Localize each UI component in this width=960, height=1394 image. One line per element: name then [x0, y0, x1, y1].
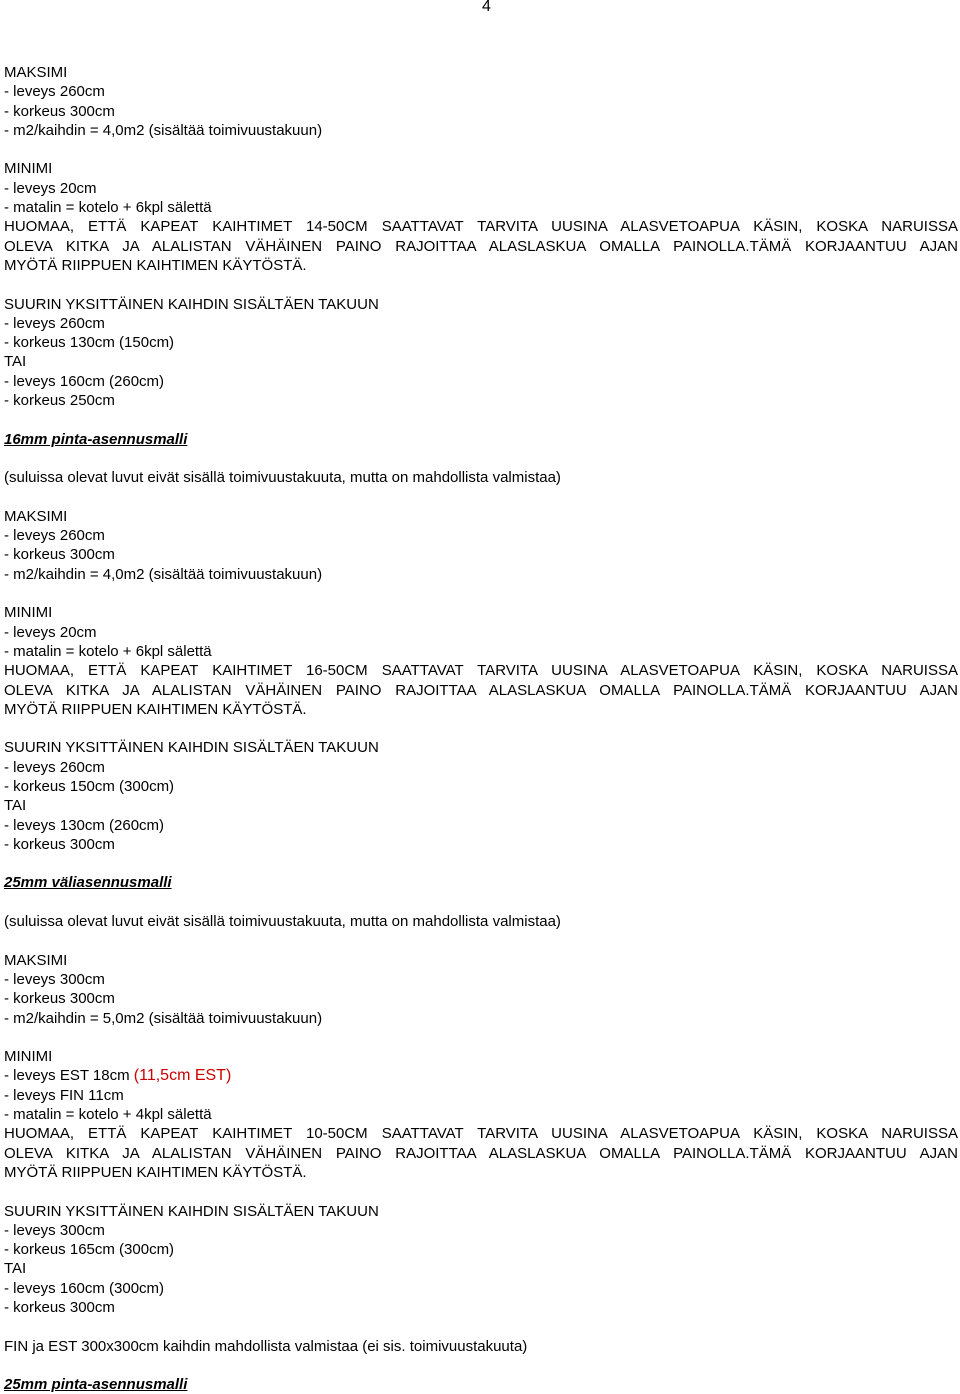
min-width-est-red: (11,5cm EST)	[133, 1067, 232, 1085]
parenthesis-note: (suluissa olevat luvut eivät sisällä toimivuustakuuta, mutta on mahdollista valmistaa)	[4, 469, 561, 487]
largest-width-2: - leveys 160cm (260cm)	[4, 372, 165, 390]
or-label: TAI	[4, 797, 27, 815]
max-area: - m2/kaihdin = 5,0m2 (sisältää toimivuustakuun)	[4, 1009, 323, 1027]
largest-label: SUURIN YKSITTÄINEN KAIHDIN SISÄLTÄEN TAKUUN	[4, 1202, 379, 1220]
maksimi-label: MAKSIMI	[4, 64, 68, 81]
max-width: - leveys 260cm	[4, 527, 105, 545]
min-width-est-text: - leveys EST 18cm	[4, 1067, 130, 1085]
largest-width-2: - leveys 130cm (260cm)	[4, 816, 165, 834]
max-width: - leveys 300cm	[4, 970, 105, 988]
largest-height-2: - korkeus 300cm	[4, 835, 115, 853]
largest-height-1: - korkeus 150cm (300cm)	[4, 777, 175, 795]
parenthesis-note: (suluissa olevat luvut eivät sisällä toimivuustakuuta, mutta on mahdollista valmistaa)	[4, 913, 561, 931]
or-label: TAI	[4, 1260, 27, 1278]
minimi-label: MINIMI	[4, 160, 53, 178]
note-line-3: MYÖTÄ RIIPPUEN KAIHTIMEN KÄYTÖSTÄ.	[4, 256, 307, 274]
min-width-fin: - leveys FIN 11cm	[4, 1086, 124, 1104]
section-heading: 16mm pinta-asennusmalli	[4, 430, 188, 448]
note-line-3: MYÖTÄ RIIPPUEN KAIHTIMEN KÄYTÖSTÄ.	[4, 700, 307, 718]
largest-width-2: - leveys 160cm (300cm)	[4, 1279, 165, 1297]
largest-label: SUURIN YKSITTÄINEN KAIHDIN SISÄLTÄEN TAKUUN	[4, 295, 379, 313]
note-line-2: OLEVA KITKA JA ALALISTAN VÄHÄINEN PAINO RAJOITTAA ALASLASKUA OMALLA PAINOLLA.TÄMÄ KORJAANTUU AJAN	[4, 237, 958, 255]
fin-est-note: FIN ja EST 300x300cm kaihdin mahdollista valmistaa (ei sis. toimivuustakuuta)	[4, 1337, 528, 1355]
page-number: 4	[482, 0, 491, 15]
max-height: - korkeus 300cm	[4, 102, 115, 120]
min-width: - leveys 20cm	[4, 623, 97, 641]
note-line-1: HUOMAA, ETTÄ KAPEAT KAIHTIMET 16-50CM SAATTAVAT TARVITA UUSINA ALASVETOAPUA KÄSIN, KOSKA NARUISSA	[4, 662, 958, 680]
section-heading: 25mm pinta-asennusmalli	[4, 1376, 188, 1394]
maksimi-label: MAKSIMI	[4, 951, 68, 969]
largest-height-1: - korkeus 165cm (300cm)	[4, 1241, 175, 1259]
note-line-1: HUOMAA, ETTÄ KAPEAT KAIHTIMET 10-50CM SAATTAVAT TARVITA UUSINA ALASVETOAPUA KÄSIN, KOSKA NARUISSA	[4, 1125, 958, 1143]
maksimi-label: MAKSIMI	[4, 507, 68, 525]
largest-width-1: - leveys 300cm	[4, 1221, 105, 1239]
largest-height-2: - korkeus 250cm	[4, 392, 115, 410]
minimi-label: MINIMI	[4, 1048, 53, 1066]
min-width: - leveys 20cm	[4, 179, 97, 197]
max-area: - m2/kaihdin = 4,0m2 (sisältää toimivuustakuun)	[4, 565, 323, 583]
min-width-est	[4, 1066, 958, 1085]
note-line-2: OLEVA KITKA JA ALALISTAN VÄHÄINEN PAINO RAJOITTAA ALASLASKUA OMALLA PAINOLLA.TÄMÄ KORJAANTUU AJAN	[4, 681, 958, 699]
max-height: - korkeus 300cm	[4, 990, 115, 1008]
max-width: - leveys 260cm	[4, 83, 105, 101]
largest-height-1: - korkeus 130cm (150cm)	[4, 334, 175, 352]
section-heading: 25mm väliasennusmalli	[4, 874, 172, 892]
min-lowest: - matalin = kotelo + 6kpl sälettä	[4, 199, 212, 217]
note-line-2: OLEVA KITKA JA ALALISTAN VÄHÄINEN PAINO RAJOITTAA ALASLASKUA OMALLA PAINOLLA.TÄMÄ KORJAANTUU AJAN	[4, 1144, 958, 1162]
note-line-3: MYÖTÄ RIIPPUEN KAIHTIMEN KÄYTÖSTÄ.	[4, 1163, 307, 1181]
document-body	[4, 63, 958, 1394]
min-lowest: - matalin = kotelo + 6kpl sälettä	[4, 642, 212, 660]
minimi-label: MINIMI	[4, 604, 53, 622]
note-line-1: HUOMAA, ETTÄ KAPEAT KAIHTIMET 14-50CM SAATTAVAT TARVITA UUSINA ALASVETOAPUA KÄSIN, KOSKA NARUISSA	[4, 218, 958, 236]
largest-label: SUURIN YKSITTÄINEN KAIHDIN SISÄLTÄEN TAKUUN	[4, 739, 379, 757]
min-lowest: - matalin = kotelo + 4kpl sälettä	[4, 1106, 212, 1124]
max-height: - korkeus 300cm	[4, 546, 115, 564]
largest-height-2: - korkeus 300cm	[4, 1299, 115, 1316]
largest-width-1: - leveys 260cm	[4, 314, 105, 332]
max-area: - m2/kaihdin = 4,0m2 (sisältää toimivuustakuun)	[4, 121, 323, 139]
largest-width-1: - leveys 260cm	[4, 758, 105, 776]
or-label: TAI	[4, 353, 27, 371]
